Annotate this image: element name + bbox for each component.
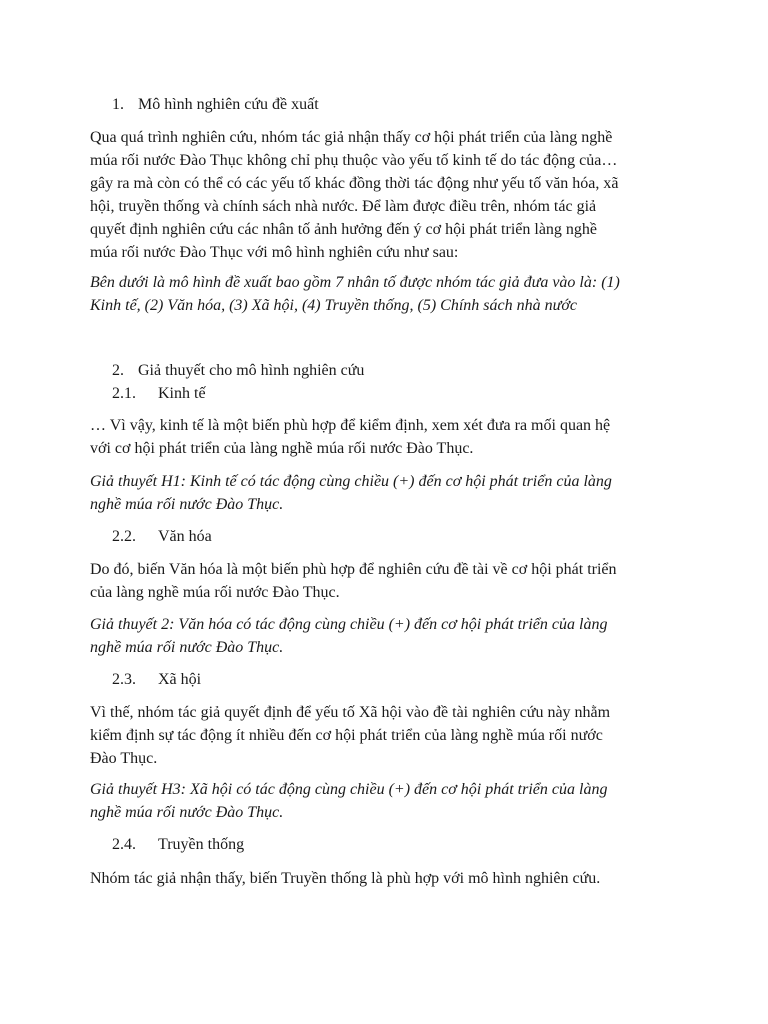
- paragraph-line: Do đó, biến Văn hóa là một biến phù hợp để nghiên cứu đề tài về cơ hội phát triển: [90, 561, 617, 578]
- italic-line: Bên dưới là mô hình đề xuất bao gồm 7 nhân tố được nhóm tác giả đưa vào là: (1): [90, 274, 620, 291]
- subsection-2-4-number: 2.4.: [112, 836, 136, 853]
- subsection-2-3-title: Xã hội: [158, 671, 202, 688]
- subsection-2-1-number: 2.1.: [112, 385, 136, 402]
- hypothesis-line: Giả thuyết 2: Văn hóa có tác động cùng chiều (+) đến cơ hội phát triển của làng: [90, 616, 608, 633]
- hypothesis-line: Giả thuyết H3: Xã hội có tác động cùng chiều (+) đến cơ hội phát triển của làng: [90, 781, 608, 798]
- paragraph-line: Qua quá trình nghiên cứu, nhóm tác giả nhận thấy cơ hội phát triển của làng nghề: [90, 129, 613, 146]
- paragraph-line: múa rối nước Đào Thục với mô hình nghiên cứu như sau:: [90, 244, 459, 261]
- section-1-title: Mô hình nghiên cứu đề xuất: [138, 96, 319, 113]
- paragraph-line: … Vì vậy, kinh tế là một biến phù hợp để kiểm định, xem xét đưa ra mối quan hệ: [90, 417, 611, 434]
- paragraph-line: Vì thế, nhóm tác giả quyết định để yếu tố Xã hội vào đề tài nghiên cứu này nhằm: [90, 704, 611, 721]
- subsection-2-4-title: Truyền thống: [158, 836, 245, 853]
- subsection-2-1-title: Kinh tế: [158, 385, 206, 402]
- paragraph-line: với cơ hội phát triển của làng nghề múa rối nước Đào Thục.: [90, 440, 474, 457]
- hypothesis-line: Giả thuyết H1: Kinh tế có tác động cùng chiều (+) đến cơ hội phát triển của làng: [90, 473, 612, 490]
- subsection-2-2-title: Văn hóa: [158, 528, 212, 545]
- paragraph-line: của làng nghề múa rối nước Đào Thục.: [90, 584, 340, 601]
- paragraph-line: Nhóm tác giả nhận thấy, biến Truyền thống là phù hợp với mô hình nghiên cứu.: [90, 870, 601, 887]
- paragraph-line: kiểm định sự tác động ít nhiều đến cơ hội phát triển của làng nghề múa rối nước: [90, 727, 603, 744]
- section-2-number: 2.: [112, 362, 124, 379]
- paragraph-line: hội, truyền thống và chính sách nhà nước. Để làm được điều trên, nhóm tác giả: [90, 198, 597, 215]
- subsection-2-2-number: 2.2.: [112, 528, 136, 545]
- paragraph-line: quyết định nghiên cứu các nhân tố ảnh hưởng đến ý cơ hội phát triển làng nghề: [90, 221, 598, 238]
- section-1-number: 1.: [112, 96, 124, 113]
- section-2-title: Giả thuyết cho mô hình nghiên cứu: [138, 362, 365, 379]
- hypothesis-line: nghề múa rối nước Đào Thục.: [90, 639, 284, 656]
- paragraph-line: gây ra mà còn có thể có các yếu tố khác đồng thời tác động như yếu tố văn hóa, xã: [90, 175, 619, 192]
- italic-line: Kinh tế, (2) Văn hóa, (3) Xã hội, (4) Truyền thống, (5) Chính sách nhà nước: [90, 297, 577, 314]
- hypothesis-line: nghề múa rối nước Đào Thục.: [90, 496, 284, 513]
- paragraph-line: múa rối nước Đào Thục không chỉ phụ thuộc vào yếu tố kinh tế do tác động của…: [90, 152, 618, 169]
- paragraph-line: Đào Thục.: [90, 750, 158, 767]
- hypothesis-line: nghề múa rối nước Đào Thục.: [90, 804, 284, 821]
- subsection-2-3-number: 2.3.: [112, 671, 136, 688]
